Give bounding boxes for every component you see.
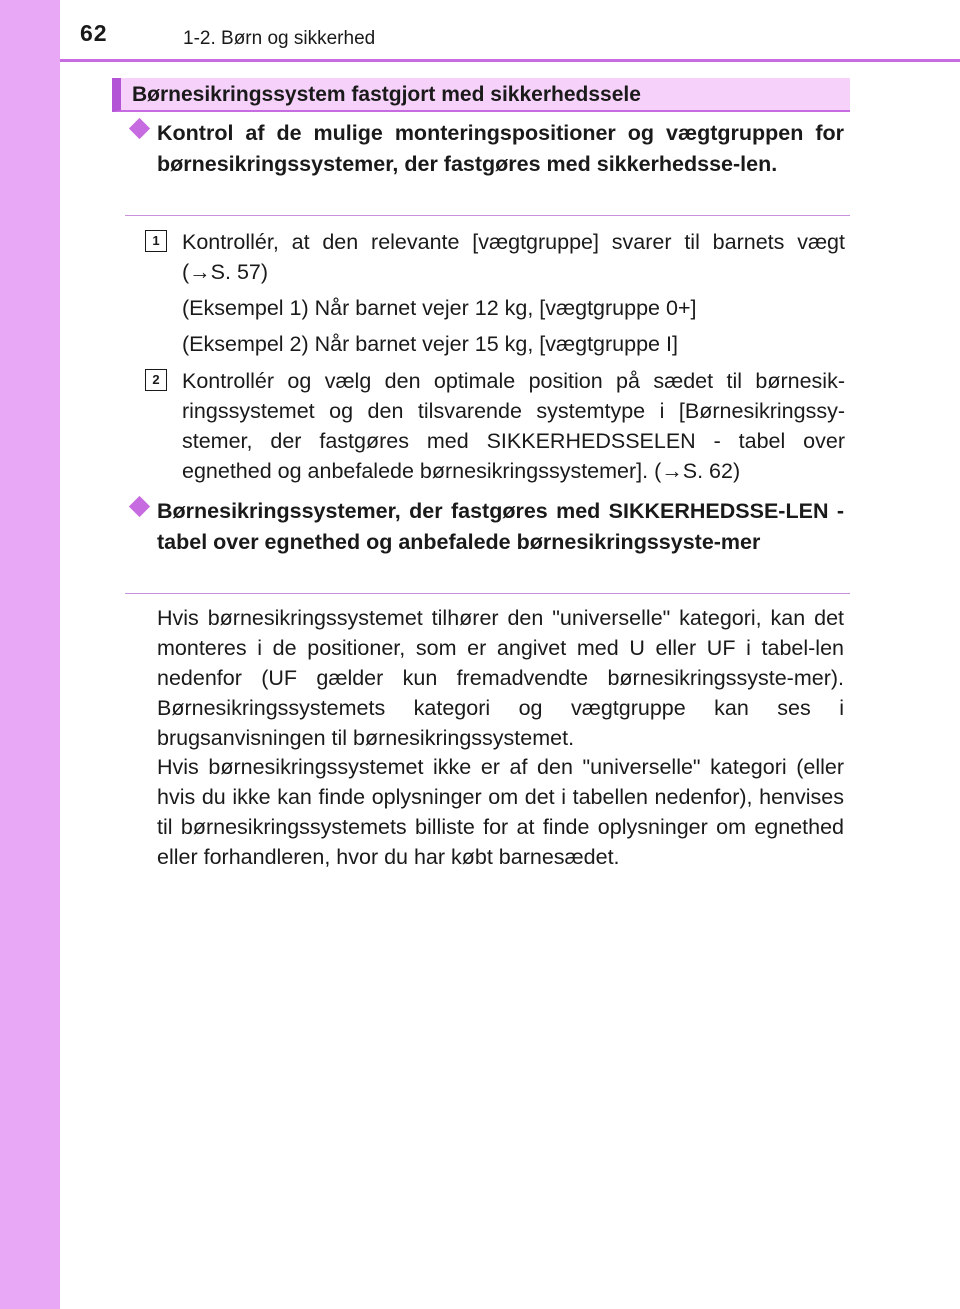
diamond-bullet-icon [129,496,150,517]
step-text: Kontrollér, at den relevante [vægtgruppe] svarer til barnets vægt (→S. 57) [182,230,845,284]
chapter-title: 1-2. Børn og sikkerhed [183,28,376,49]
step-number-box: 1 [145,230,167,252]
page-number: 62 [80,20,108,46]
subheading-tabel [125,496,850,594]
subheading-text: Børnesikringssystemer, der fastgøres med SIKKERHEDSSE-LEN - tabel over egnethed og anbefalede børnesikringssyste-mer [157,499,844,554]
example-2: (Eksempel 2) Når barnet vejer 15 kg, [vægtgruppe I] [182,332,678,356]
step-2 [145,366,845,486]
side-strip [0,0,60,1309]
step-1 [145,227,845,287]
header-rule [60,59,960,62]
body-paragraph-1: Hvis børnesikringssystemet tilhører den "universelle" kategori, kan det monteres i de positioner, som er angivet med U eller UF i tabel-len nedenfor (UF gælder kun fremadvendte børnesikringssyste-mer). Børnesikringssystemets kategori og vægtgruppe kan ses i brugsanvisningen til børnesikringssystemet. [157,606,844,750]
diamond-bullet-icon [129,118,150,139]
step-number-box: 2 [145,369,167,391]
section-heading: Børnesikringssystem fastgjort med sikkerhedssele [112,78,850,112]
step-text: Kontrollér og vælg den optimale position på sædet til børnesik-ringssystemet og den tilsvarende systemtype i [Børnesikringssy-stemer, der fastgøres med SIKKERHEDSSELEN - tabel over egnethed og anbefalede børnesikringssystemer]. (→S. 62) [182,369,845,483]
subheading-text: Kontrol af de mulige monteringspositioner og vægtgruppen for børnesikringssystemer, der fastgøres med sikkerhedsse-len. [157,121,844,176]
subheading-monteringspositioner [125,118,850,216]
example-1: (Eksempel 1) Når barnet vejer 12 kg, [vægtgruppe 0+] [182,296,697,320]
body-paragraph-2: Hvis børnesikringssystemet ikke er af den "universelle" kategori (eller hvis du ikke kan finde oplysninger om det i tabellen nedenfor), henvises til børnesikringssystemets billiste for at finde oplysninger om egnethed eller forhandleren, hvor du har købt barnesædet. [157,755,844,869]
